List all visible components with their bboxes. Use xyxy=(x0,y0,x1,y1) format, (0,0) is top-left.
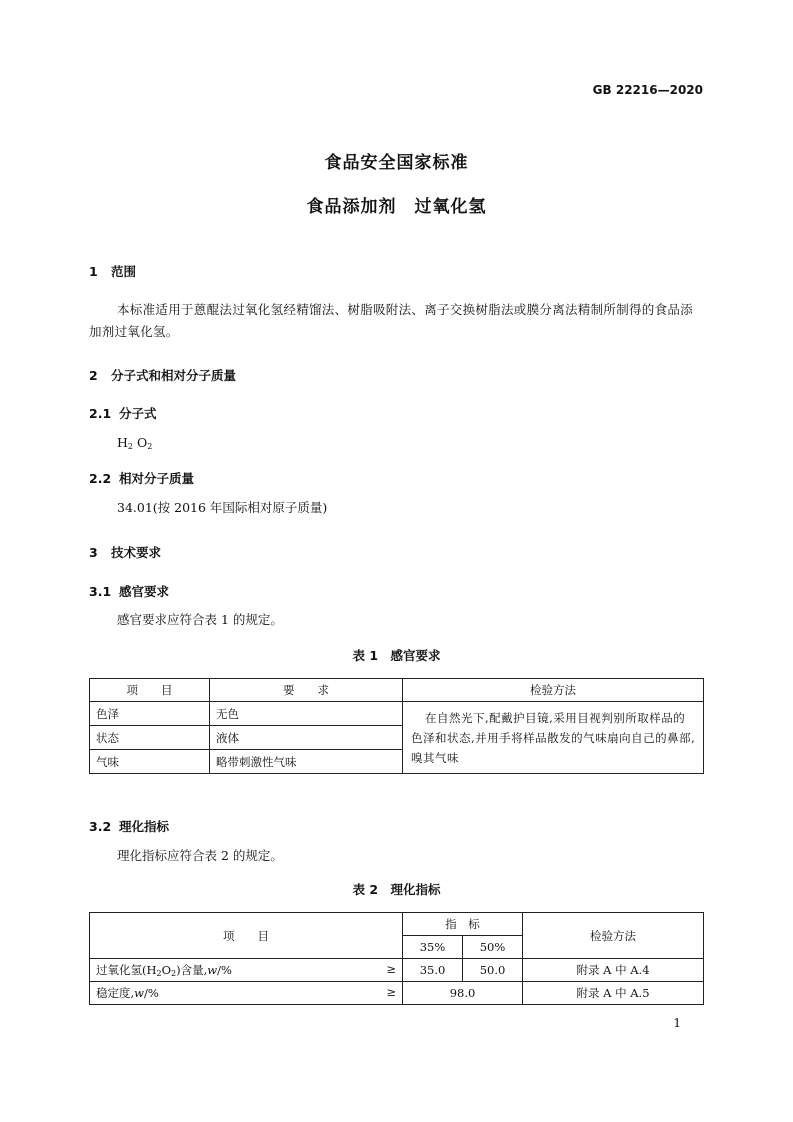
page-number: 1 xyxy=(673,1016,681,1030)
section-title: 范围 xyxy=(111,264,137,279)
greater-equal-symbol: ≥ xyxy=(386,985,396,999)
section-title: 技术要求 xyxy=(111,545,162,560)
section-title: 感官要求 xyxy=(119,584,170,599)
section-1-heading xyxy=(89,262,136,280)
section-number: 2.1 xyxy=(89,406,112,421)
sensory-table xyxy=(89,678,704,774)
row-item: 气味 xyxy=(90,750,210,774)
table-header-row xyxy=(90,913,704,936)
item-text: )含量, xyxy=(176,963,208,977)
table-1-caption: 表 1 感官要求 xyxy=(352,648,441,663)
document-code: GB 22216—2020 xyxy=(592,83,703,97)
sensory-intro: 感官要求应符合表 1 的规定。 xyxy=(117,612,283,627)
header-requirement: 要 求 xyxy=(210,679,403,702)
row-item: 状态 xyxy=(90,726,210,750)
table-row xyxy=(90,702,704,726)
section-title: 相对分子质量 xyxy=(119,471,195,486)
molecular-mass: 34.01(按 2016 年国际相对原子质量) xyxy=(117,500,328,515)
section-2-1-heading xyxy=(89,404,157,422)
formula-o: O xyxy=(136,435,148,450)
physchem-intro: 理化指标应符合表 2 的规定。 xyxy=(117,848,283,863)
section-title: 分子式和相对分子质量 xyxy=(111,368,237,383)
value-merged: 98.0 xyxy=(403,982,523,1005)
item-sub: 2 xyxy=(171,969,177,978)
header-item: 项 目 xyxy=(90,913,403,959)
item-variable: w xyxy=(207,963,218,977)
table-row xyxy=(90,959,704,982)
row-item: 色泽 xyxy=(90,702,210,726)
row-method: 附录 A 中 A.4 xyxy=(523,959,704,982)
table-row xyxy=(90,982,704,1005)
header-item: 项 目 xyxy=(90,679,210,702)
physchem-table xyxy=(89,912,704,1005)
section-3-2-heading xyxy=(89,817,169,835)
formula-o-sub: 2 xyxy=(147,442,153,451)
header-index: 指 标 xyxy=(403,913,523,936)
item-text: 过氧化氢(H xyxy=(96,963,157,977)
row-item xyxy=(90,982,403,1005)
table-header-row xyxy=(90,679,704,702)
item-variable: w xyxy=(134,986,144,1000)
row-item xyxy=(90,959,403,982)
item-sub: 2 xyxy=(156,969,162,978)
section-number: 3.1 xyxy=(89,584,112,599)
item-unit: /% xyxy=(217,963,232,977)
scope-paragraph: 本标准适用于蒽醌法过氧化氢经精馏法、树脂吸附法、离子交换树脂法或膜分离法精制所制得的食品添加剂过氧化氢。 xyxy=(89,302,694,339)
formula-h-sub: 2 xyxy=(127,442,133,451)
molecular-formula xyxy=(117,432,152,458)
section-2-heading xyxy=(89,366,236,384)
item-text: 稳定度, xyxy=(96,986,135,1000)
row-method: 附录 A 中 A.5 xyxy=(523,982,704,1005)
section-3-heading xyxy=(89,543,161,561)
row-requirement: 液体 xyxy=(210,726,403,750)
header-method: 检验方法 xyxy=(403,679,704,702)
section-number: 2.2 xyxy=(89,471,112,486)
section-number: 3.2 xyxy=(89,819,112,834)
header-50-percent: 50% xyxy=(463,936,523,959)
section-number: 1 xyxy=(89,264,98,279)
section-3-1-heading xyxy=(89,582,169,600)
section-2-2-heading xyxy=(89,469,194,487)
section-number: 2 xyxy=(89,368,98,383)
section-title: 理化指标 xyxy=(119,819,170,834)
row-requirement: 略带刺激性气味 xyxy=(210,750,403,774)
header-method: 检验方法 xyxy=(523,913,704,959)
header-35-percent: 35% xyxy=(403,936,463,959)
value-35: 35.0 xyxy=(403,959,463,982)
row-requirement: 无色 xyxy=(210,702,403,726)
item-text: O xyxy=(161,963,172,977)
value-50: 50.0 xyxy=(463,959,523,982)
table-2-caption: 表 2 理化指标 xyxy=(352,882,441,897)
standard-title: 食品安全国家标准 xyxy=(324,153,469,173)
section-number: 3 xyxy=(89,545,98,560)
item-unit: /% xyxy=(144,986,159,1000)
row-method: 在自然光下,配戴护目镜,采用目视判别所取样品的色泽和状态,并用手将样品散发的气味扇向自己的鼻部,嗅其气味 xyxy=(403,702,704,774)
greater-equal-symbol: ≥ xyxy=(386,962,396,976)
product-title: 食品添加剂 过氧化氢 xyxy=(306,197,487,217)
formula-h: H xyxy=(117,435,128,450)
section-title: 分子式 xyxy=(119,406,157,421)
